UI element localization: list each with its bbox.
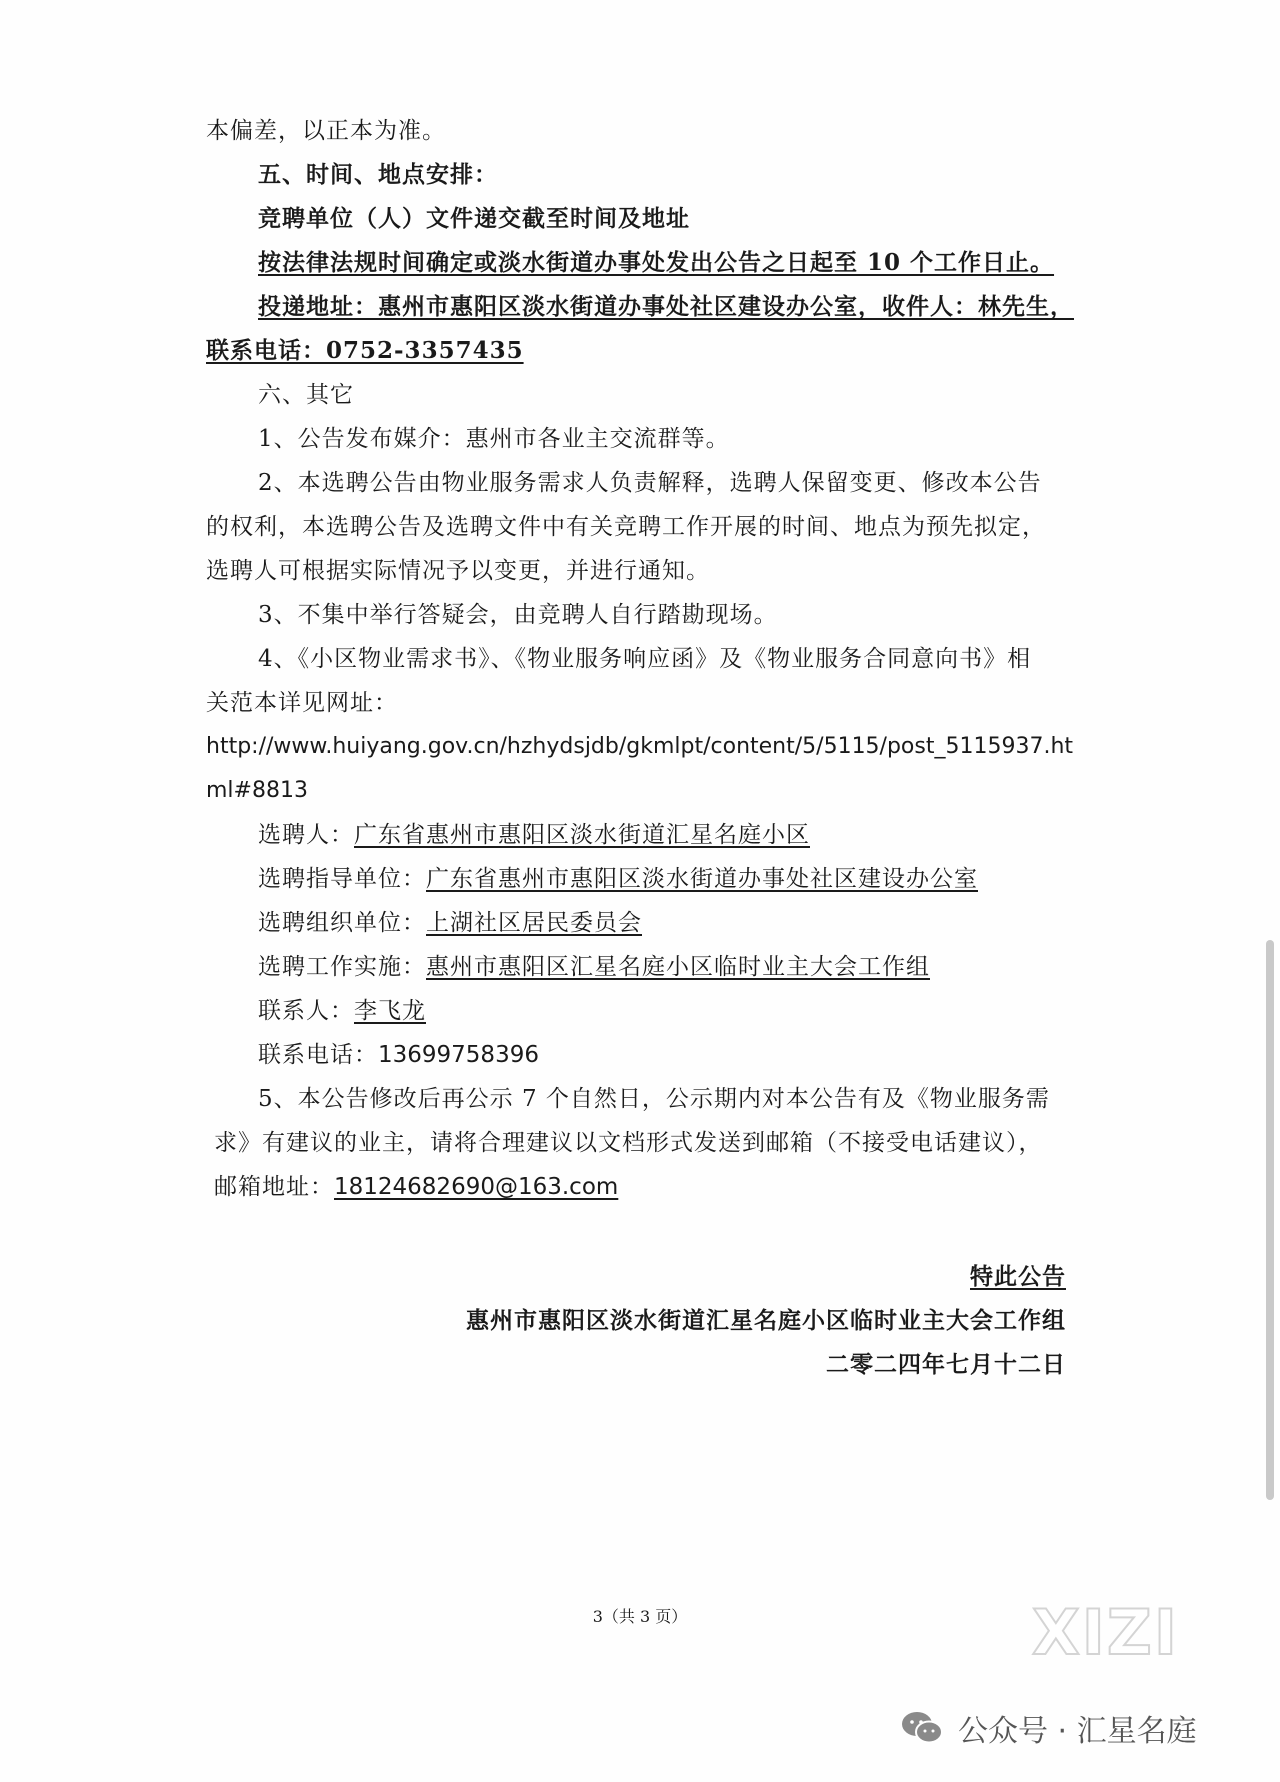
item-2-line-1: 2、本选聘公告由物业服务需求人负责解释，选聘人保留变更、修改本公告 [258,470,1042,496]
contact-value: 惠州市惠阳区汇星名庭小区临时业主大会工作组 [426,954,930,980]
contact-value: 广东省惠州市惠阳区淡水街道办事处社区建设办公室 [426,866,978,892]
delivery-address: 投递地址：惠州市惠阳区淡水街道办事处社区建设办公室，收件人：林先生， [258,293,1074,320]
template-url-line-2: ml#8813 [206,778,308,803]
item-1: 1、公告发布媒介：惠州市各业主交流群等。 [258,426,730,452]
contact-label: 选聘指导单位： [258,866,426,892]
section-heading-time-place: 五、时间、地点安排： [258,161,498,188]
contact-row-person [258,996,426,1026]
contact-label: 联系电话： [258,1042,378,1068]
contact-value: 广东省惠州市惠阳区淡水街道汇星名庭小区 [354,822,810,848]
issuer-name: 惠州市惠阳区淡水街道汇星名庭小区临时业主大会工作组 [466,1307,1066,1334]
wechat-account-label [900,1706,1197,1750]
wechat-account-name: 公众号 · 汇星名庭 [958,1714,1197,1749]
email-label: 邮箱地址： [214,1174,334,1200]
item-2-line-3: 选聘人可根据实际情况予以变更，并进行通知。 [206,558,710,584]
contact-label: 选聘人： [258,822,354,848]
contact-row-organizer [258,908,642,938]
item-4-line-2: 关范本详见网址： [206,690,398,716]
contact-row-implementer [258,952,930,982]
scrollbar-thumb[interactable] [1266,940,1274,1500]
template-url-line-1: http://www.huiyang.gov.cn/hzhydsjdb/gkmlpt/content/5/5115/post_5115937.ht [206,734,1074,759]
submission-deadline-text: 按法律法规时间确定或淡水街道办事处发出公告之日起至 10 个工作日止。 [258,249,1055,276]
contact-value: 李飞龙 [354,998,426,1024]
contact-label: 联系人： [258,998,354,1024]
item-5-line-2: 求》有建议的业主，请将合理建议以文档形式发送到邮箱（不接受电话建议）， [214,1130,1043,1156]
item-5-line-1: 5、本公告修改后再公示 7 个自然日，公示期内对本公告有及《物业服务需 [258,1086,1050,1112]
site-watermark: XIZI [1032,1596,1179,1669]
issue-date: 二零二四年七月十二日 [826,1351,1066,1378]
submission-deadline-heading: 竞聘单位（人）文件递交截至时间及地址 [258,205,690,232]
item-2-line-2: 的权利，本选聘公告及选聘文件中有关竞聘工作开展的时间、地点为预先拟定， [206,514,1046,540]
delivery-phone: 联系电话：0752-3357435 [206,337,524,364]
email-row [214,1172,618,1202]
closing-text: 特此公告 [970,1263,1066,1290]
contact-label: 选聘工作实施： [258,954,426,980]
item-3: 3、不集中举行答疑会，由竞聘人自行踏勘现场。 [258,602,778,628]
contact-row-employer [258,820,810,850]
section-heading-other: 六、其它 [258,382,354,408]
wechat-icon [900,1710,944,1746]
text-line: 本偏差，以正本为准。 [206,118,446,144]
contact-value: 上湖社区居民委员会 [426,910,642,936]
contact-label: 选聘组织单位： [258,910,426,936]
contact-value: 13699758396 [378,1042,539,1068]
email-address: 18124682690@163.com [334,1174,619,1200]
item-4-line-1: 4、《小区物业需求书》、《物业服务响应函》及《物业服务合同意向书》相 [258,646,1032,672]
contact-row-guidance-unit [258,864,978,894]
contact-row-phone [258,1040,539,1070]
page-number: 3（共 3 页） [592,1607,688,1626]
